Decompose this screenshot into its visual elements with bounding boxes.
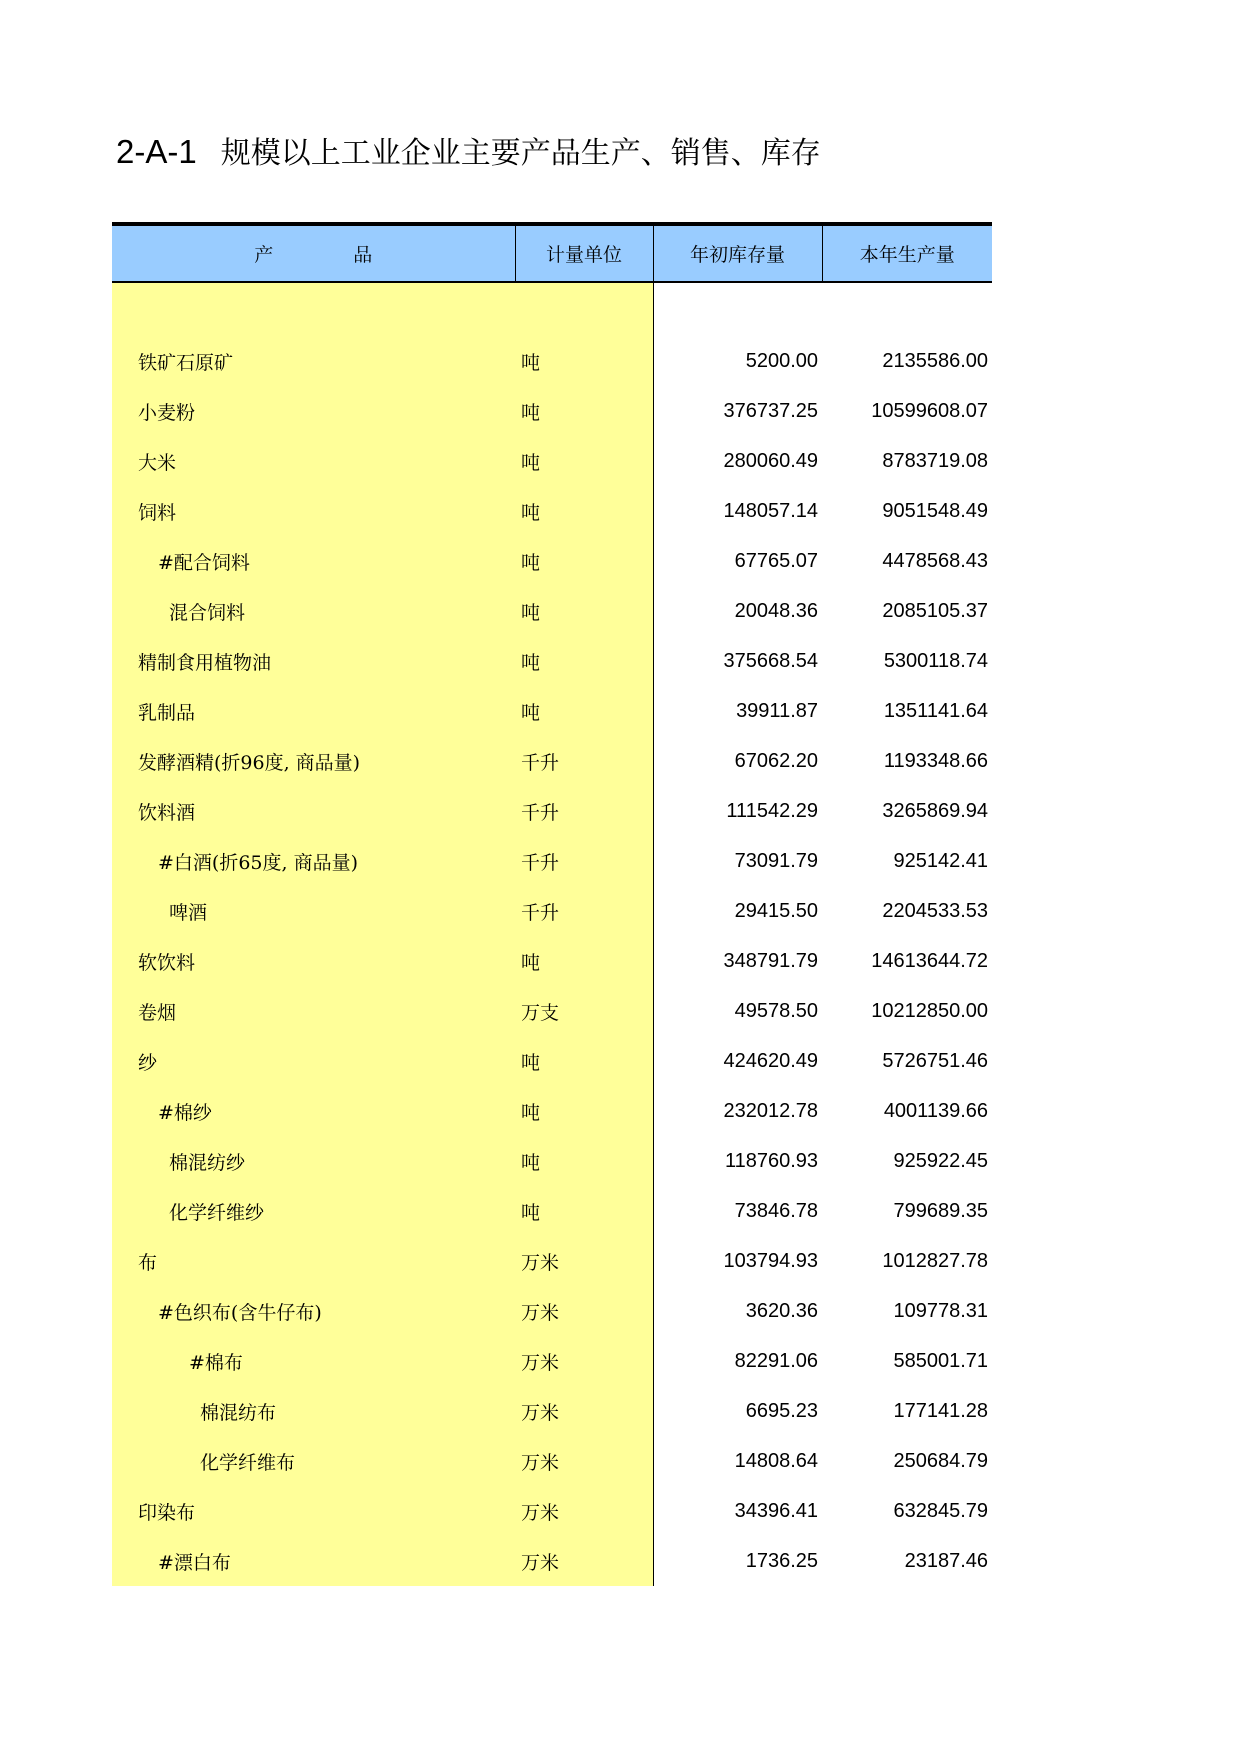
header-row (112, 224, 992, 282)
header-unit: 计量单位 (515, 224, 653, 282)
production-value: 177141.28 (893, 1399, 988, 1422)
product-name: 化学纤维纱 (112, 1186, 515, 1236)
product-unit: 万米 (515, 1386, 653, 1436)
production-value: 109778.31 (893, 1299, 988, 1322)
header-product-a: 产 (254, 244, 274, 266)
table-row (112, 1436, 992, 1486)
production-value: 3265869.94 (882, 799, 988, 822)
product-table (112, 222, 992, 1586)
table-row (112, 1486, 992, 1536)
opening-stock-value: 111542.29 (726, 799, 818, 822)
product-name: 印染布 (112, 1486, 515, 1536)
product-unit: 千升 (515, 786, 653, 836)
production-value: 5726751.46 (882, 1049, 988, 1072)
opening-stock-value: 280060.49 (723, 449, 818, 472)
table-row (112, 486, 992, 536)
product-unit: 吨 (515, 1186, 653, 1236)
production-value: 9051548.49 (882, 499, 988, 522)
production-value: 2204533.53 (882, 899, 988, 922)
opening-stock-value: 14808.64 (734, 1449, 818, 1472)
product-unit: 吨 (515, 486, 653, 536)
product-name: 棉混纺纱 (112, 1136, 515, 1186)
opening-stock-value: 348791.79 (723, 949, 818, 972)
opening-stock-value: 118760.93 (724, 1149, 818, 1172)
product-unit: 吨 (515, 536, 653, 586)
table-row (112, 1136, 992, 1186)
table-row (112, 1036, 992, 1086)
product-name: 小麦粉 (112, 386, 515, 436)
opening-stock-value: 29415.50 (734, 899, 818, 922)
production-value: 8783719.08 (882, 449, 988, 472)
product-name: #配合饲料 (112, 536, 515, 586)
opening-stock-value: 34396.41 (734, 1499, 818, 1522)
production-value: 585001.71 (893, 1349, 988, 1372)
table-row (112, 886, 992, 936)
production-value: 1012827.78 (882, 1249, 988, 1272)
product-unit: 千升 (515, 836, 653, 886)
product-name: 乳制品 (112, 686, 515, 736)
opening-stock-value: 1736.25 (745, 1549, 818, 1572)
product-unit: 万米 (515, 1436, 653, 1486)
opening-stock-value: 375668.54 (723, 649, 818, 672)
table-body (112, 282, 992, 1586)
table-row (112, 1386, 992, 1436)
table-row (112, 1186, 992, 1236)
opening-stock-value: 82291.06 (734, 1349, 818, 1372)
production-value: 4001139.66 (883, 1099, 988, 1122)
product-name: 软饮料 (112, 936, 515, 986)
table-row (112, 836, 992, 886)
table-row (112, 386, 992, 436)
product-unit: 万米 (515, 1486, 653, 1536)
table-row (112, 1336, 992, 1386)
opening-stock-value: 67062.20 (734, 749, 818, 772)
opening-stock-value: 103794.93 (723, 1249, 818, 1272)
opening-stock-value: 49578.50 (734, 999, 818, 1022)
product-unit: 吨 (515, 936, 653, 986)
header-product (112, 224, 515, 282)
product-name: 精制食用植物油 (112, 636, 515, 686)
opening-stock-value: 67765.07 (734, 549, 818, 572)
opening-stock-value: 376737.25 (723, 399, 818, 422)
header-product-b: 品 (353, 244, 373, 266)
product-unit: 吨 (515, 1086, 653, 1136)
product-name: 纱 (112, 1036, 515, 1086)
production-value: 14613644.72 (871, 949, 988, 972)
production-value: 925142.41 (893, 849, 988, 872)
product-unit: 万支 (515, 986, 653, 1036)
table-row (112, 1286, 992, 1336)
table-row (112, 786, 992, 836)
product-unit: 吨 (515, 436, 653, 486)
product-name: #色织布(含牛仔布) (112, 1286, 515, 1336)
production-value: 10212850.00 (871, 999, 988, 1022)
product-name: #漂白布 (112, 1536, 515, 1586)
product-unit: 吨 (515, 386, 653, 436)
product-name: 铁矿石原矿 (112, 336, 515, 386)
production-value: 632845.79 (893, 1499, 988, 1522)
table-row (112, 436, 992, 486)
product-unit: 千升 (515, 886, 653, 936)
table-row (112, 336, 992, 386)
product-unit: 吨 (515, 686, 653, 736)
product-unit: 万米 (515, 1536, 653, 1586)
header-opening-stock: 年初库存量 (653, 224, 822, 282)
production-value: 4478568.43 (882, 549, 988, 572)
opening-stock-value: 73091.79 (734, 849, 818, 872)
product-unit: 吨 (515, 336, 653, 386)
table-code: 2-A-1 (116, 133, 197, 170)
opening-stock-value: 39911.87 (736, 699, 818, 722)
production-value: 10599608.07 (871, 399, 988, 422)
product-name: #棉纱 (112, 1086, 515, 1136)
opening-stock-value: 20048.36 (734, 599, 818, 622)
product-name: 棉混纺布 (112, 1386, 515, 1436)
product-name: 大米 (112, 436, 515, 486)
product-name: 布 (112, 1236, 515, 1286)
product-unit: 万米 (515, 1236, 653, 1286)
table-row (112, 686, 992, 736)
product-name: 卷烟 (112, 986, 515, 1036)
opening-stock-value: 73846.78 (734, 1199, 818, 1222)
product-name: #棉布 (112, 1336, 515, 1386)
opening-stock-value: 148057.14 (723, 499, 818, 522)
production-value: 5300118.74 (883, 649, 988, 672)
product-name: 化学纤维布 (112, 1436, 515, 1486)
opening-stock-value: 3620.36 (745, 1299, 818, 1322)
table-row (112, 1536, 992, 1586)
product-unit: 吨 (515, 1136, 653, 1186)
table-row (112, 536, 992, 586)
production-value: 250684.79 (893, 1449, 988, 1472)
production-value: 23187.46 (904, 1549, 988, 1572)
opening-stock-value: 5200.00 (745, 349, 818, 372)
product-unit: 吨 (515, 586, 653, 636)
production-value: 925922.45 (893, 1149, 988, 1172)
table-row (112, 1086, 992, 1136)
product-name: #白酒(折65度, 商品量) (112, 836, 515, 886)
product-name: 饲料 (112, 486, 515, 536)
product-unit: 万米 (515, 1286, 653, 1336)
production-value: 1193348.66 (883, 749, 988, 772)
product-name: 发酵酒精(折96度, 商品量) (112, 736, 515, 786)
table-row (112, 936, 992, 986)
production-value: 1351141.64 (883, 699, 988, 722)
header-production: 本年生产量 (822, 224, 992, 282)
table-row (112, 986, 992, 1036)
product-unit: 吨 (515, 1036, 653, 1086)
production-value: 2085105.37 (882, 599, 988, 622)
product-name: 饮料酒 (112, 786, 515, 836)
page-title (116, 128, 821, 172)
table-row (112, 1236, 992, 1286)
production-value: 799689.35 (893, 1199, 988, 1222)
production-value: 2135586.00 (882, 349, 988, 372)
product-unit: 千升 (515, 736, 653, 786)
table-row (112, 636, 992, 686)
table-row (112, 586, 992, 636)
opening-stock-value: 232012.78 (723, 1099, 818, 1122)
opening-stock-value: 6695.23 (745, 1399, 818, 1422)
product-name: 混合饲料 (112, 586, 515, 636)
spacer-row (112, 282, 992, 336)
product-name: 啤酒 (112, 886, 515, 936)
opening-stock-value: 424620.49 (723, 1049, 818, 1072)
product-unit: 万米 (515, 1336, 653, 1386)
table-title: 规模以上工业企业主要产品生产、销售、库存 (220, 136, 821, 171)
product-unit: 吨 (515, 636, 653, 686)
table-row (112, 736, 992, 786)
